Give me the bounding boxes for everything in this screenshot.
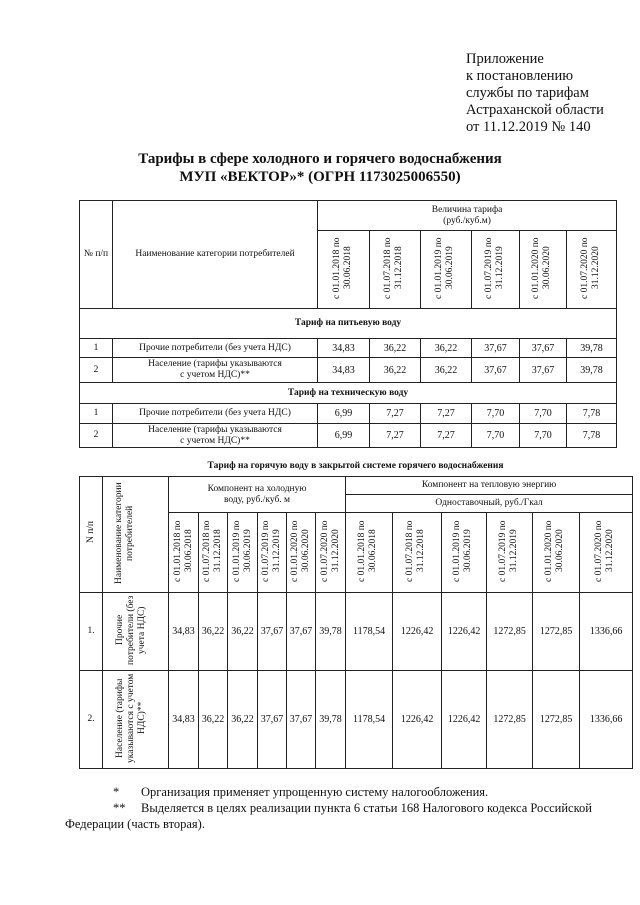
cold-tariff-cell: 37,67 (258, 593, 287, 671)
title-line-1: Тарифы в сфере холодного и горячего водоснабжения (138, 151, 502, 167)
tariff-cell: 6,99 (318, 424, 370, 448)
heat-tariff-cell: 1226,42 (393, 593, 442, 671)
tariff-table-hot-water (79, 476, 633, 769)
appendix-line: от 11.12.2019 № 140 (466, 119, 591, 135)
period-header: с 01.07.2019 по 31.12.2019 (472, 231, 520, 309)
tariff-cell: 7,78 (567, 404, 617, 424)
tariff-cell: 37,67 (520, 358, 567, 383)
row-num: 1 (80, 339, 113, 358)
period-header: с 01.07.2019 по 31.12.2019 (487, 513, 533, 593)
period-header: с 01.01.2018 по 30.06.2018 (346, 513, 393, 593)
header-cold-component: Компонент на холодную воду, руб./куб. м (169, 477, 346, 513)
row-category: Население (тарифы указываются с учетом НДС)** (103, 671, 169, 769)
tariff-cell: 7,27 (421, 424, 472, 448)
heat-tariff-cell: 1226,42 (393, 671, 442, 769)
heat-tariff-cell: 1336,66 (580, 593, 633, 671)
tariff-cell: 37,67 (520, 339, 567, 358)
cold-tariff-cell: 34,83 (169, 671, 199, 769)
period-header: с 01.01.2020 по 30.06.2020 (520, 231, 567, 309)
period-header: с 01.01.2018 по 30.06.2018 (169, 513, 199, 593)
hot-water-table-caption: Тариф на горячую воду в закрытой системе горячего водоснабжения (207, 461, 504, 471)
tariff-cell: 37,67 (472, 339, 520, 358)
footnote-1 (101, 784, 631, 800)
heat-tariff-cell: 1178,54 (346, 671, 393, 769)
tariff-cell: 39,78 (567, 358, 617, 383)
cold-tariff-cell: 37,67 (287, 593, 316, 671)
tariff-cell: 39,78 (567, 339, 617, 358)
row-num: 2 (80, 424, 113, 448)
tariff-cell: 36,22 (370, 339, 421, 358)
tariff-cell: 7,78 (567, 424, 617, 448)
section-title: Тариф на техническую воду (80, 383, 617, 404)
row-category: Прочие потребители (без учета НДС) (113, 404, 318, 424)
row-category: Прочие потребители (без учета НДС) (113, 339, 318, 358)
tariff-cell: 34,83 (318, 358, 370, 383)
period-header: с 01.01.2019 по 30.06.2019 (421, 231, 472, 309)
heat-tariff-cell: 1272,85 (487, 593, 533, 671)
period-header: с 01.01.2018 по 30.06.2018 (318, 231, 370, 309)
tariff-cell: 7,70 (520, 424, 567, 448)
period-header: с 01.07.2020 по 31.12.2020 (580, 513, 633, 593)
period-header: с 01.01.2020 по 30.06.2020 (533, 513, 580, 593)
tariff-cell: 7,70 (520, 404, 567, 424)
appendix-line: к постановлению (466, 68, 574, 84)
title-line-2: МУП «ВЕКТОР»* (ОГРН 1173025006550) (179, 169, 461, 185)
period-header: с 01.07.2020 по 31.12.2020 (567, 231, 617, 309)
period-header: с 01.07.2020 по 31.12.2020 (316, 513, 346, 593)
footnote-mark: * (113, 785, 120, 799)
cold-tariff-cell: 36,22 (199, 593, 228, 671)
period-header: с 01.07.2018 по 31.12.2018 (393, 513, 442, 593)
header-heat-component: Компонент на тепловую энергию (346, 477, 633, 495)
footnote-2 (101, 800, 631, 816)
heat-tariff-cell: 1336,66 (580, 671, 633, 769)
header-heat-subtype: Одноставочный, руб./Гкал (346, 495, 633, 513)
appendix-line: Астраханской области (466, 102, 604, 118)
cold-tariff-cell: 39,78 (316, 593, 346, 671)
period-header: с 01.07.2018 по 31.12.2018 (199, 513, 228, 593)
appendix-line: службы по тарифам (466, 85, 589, 101)
header-tariff-value (318, 201, 617, 231)
appendix-block (466, 51, 634, 136)
tariff-cell: 36,22 (421, 358, 472, 383)
cold-tariff-cell: 36,22 (228, 593, 258, 671)
footnote-mark: ** (113, 801, 126, 815)
header-num: N п/п (80, 477, 103, 593)
heat-tariff-cell: 1272,85 (533, 593, 580, 671)
tariff-cell: 7,70 (472, 404, 520, 424)
tariff-cell: 34,83 (318, 339, 370, 358)
tariff-table-cold-water (79, 200, 617, 448)
row-category: Население (тарифы указываются с учетом НДС)** (113, 358, 318, 383)
heat-tariff-cell: 1178,54 (346, 593, 393, 671)
period-header: с 01.01.2019 по 30.06.2019 (442, 513, 487, 593)
tariff-cell: 37,67 (472, 358, 520, 383)
header-tariff-label: Величина тарифа (431, 204, 503, 215)
cold-tariff-cell: 37,67 (258, 671, 287, 769)
cold-tariff-cell: 37,67 (287, 671, 316, 769)
tariff-cell: 7,27 (370, 404, 421, 424)
cold-tariff-cell: 39,78 (316, 671, 346, 769)
tariff-cell: 7,27 (370, 424, 421, 448)
header-category: Наименование категории потребителей (113, 201, 318, 309)
header-num: № п/п (80, 201, 113, 309)
cold-tariff-cell: 36,22 (199, 671, 228, 769)
appendix-line: Приложение (466, 51, 544, 67)
period-header: с 01.07.2019 по 31.12.2019 (258, 513, 287, 593)
heat-tariff-cell: 1272,85 (533, 671, 580, 769)
document-title (40, 150, 600, 186)
row-category: Население (тарифы указываются с учетом НДС)** (113, 424, 318, 448)
period-header: с 01.07.2018 по 31.12.2018 (370, 231, 421, 309)
section-title: Тариф на питьевую воду (80, 309, 617, 339)
cold-tariff-cell: 34,83 (169, 593, 199, 671)
footnote-2-continuation: Федерации (часть вторая). (65, 817, 205, 831)
tariff-cell: 6,99 (318, 404, 370, 424)
footnotes (65, 784, 631, 832)
row-num: 2 (80, 358, 113, 383)
period-header: с 01.01.2020 по 30.06.2020 (287, 513, 316, 593)
row-num: 1. (80, 593, 103, 671)
tariff-cell: 7,70 (472, 424, 520, 448)
header-category: Наименование категории потребителей (103, 477, 169, 593)
heat-tariff-cell: 1226,42 (442, 671, 487, 769)
row-category: Прочие потребители (без учета НДС) (103, 593, 169, 671)
footnote-text: Выделяется в целях реализации пункта 6 статьи 168 Налогового кодекса Российской (141, 801, 592, 815)
period-header: с 01.01.2019 по 30.06.2019 (228, 513, 258, 593)
heat-tariff-cell: 1272,85 (487, 671, 533, 769)
tariff-cell: 36,22 (370, 358, 421, 383)
header-tariff-unit: (руб./куб.м) (443, 215, 491, 226)
heat-tariff-cell: 1226,42 (442, 593, 487, 671)
tariff-cell: 7,27 (421, 404, 472, 424)
row-num: 1 (80, 404, 113, 424)
footnote-text: Организация применяет упрощенную систему налогообложения. (141, 785, 489, 799)
row-num: 2. (80, 671, 103, 769)
tariff-cell: 36,22 (421, 339, 472, 358)
cold-tariff-cell: 36,22 (228, 671, 258, 769)
